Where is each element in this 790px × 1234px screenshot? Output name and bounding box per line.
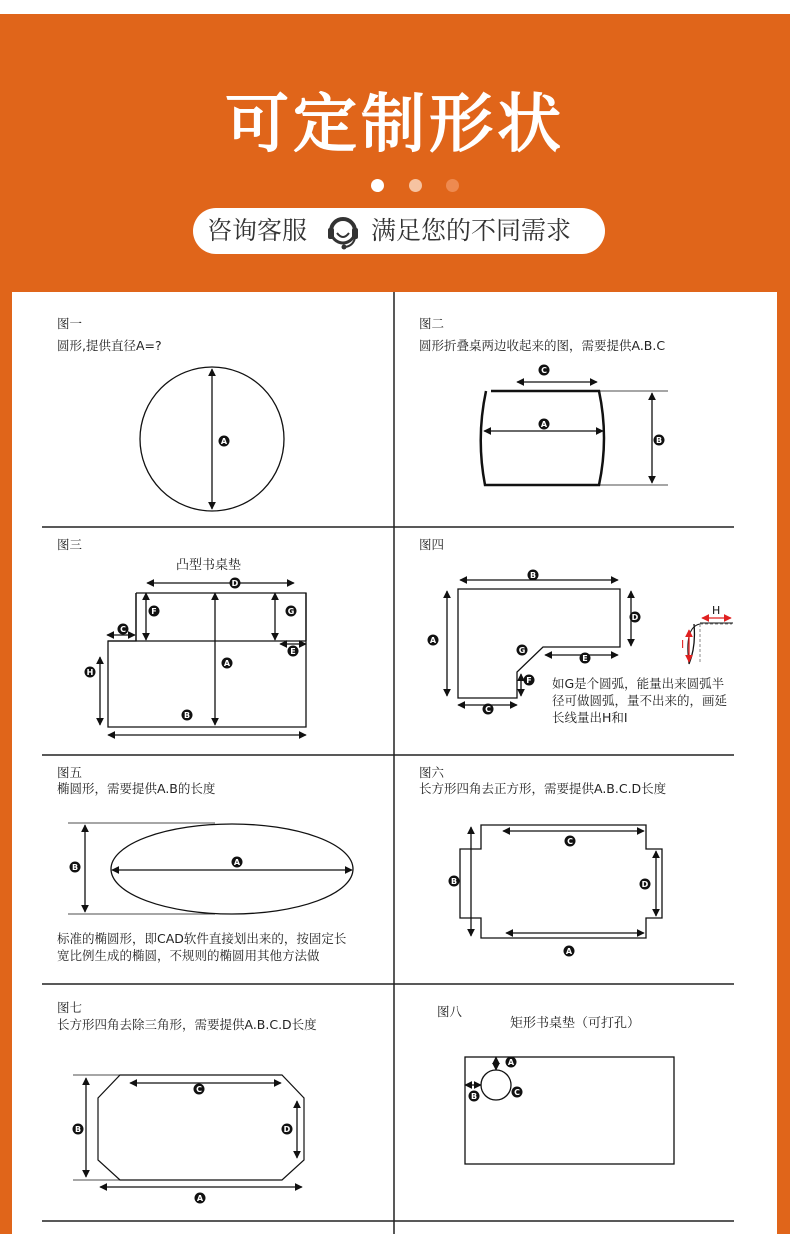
- carousel-dots: [0, 179, 790, 193]
- fig1-title: 图一: [57, 316, 83, 331]
- svg-text:B: B: [450, 877, 458, 886]
- fig1-desc: 圆形,提供直径A=?: [57, 338, 162, 353]
- label-f6-d: [640, 879, 651, 890]
- fig5-desc: 椭圆形，需要提供A.B的长度: [57, 781, 216, 796]
- svg-text:B: B: [470, 1092, 478, 1101]
- svg-text:D: D: [631, 613, 639, 622]
- carousel-dot: [409, 179, 422, 192]
- label-f3-b: [182, 710, 193, 721]
- label-f8-c: [512, 1087, 523, 1098]
- top-white-strip: [0, 0, 790, 14]
- svg-text:C: C: [541, 366, 547, 375]
- label-f7-d: [282, 1124, 293, 1135]
- headset-icon: [323, 211, 363, 253]
- fig5-note-1: 标准的椭圆形，即CAD软件直接划出来的，按固定长: [57, 931, 347, 946]
- fig4-note-1: 如G是个圆弧，能量出来圆弧半: [552, 676, 725, 691]
- label-f4-f: [524, 675, 535, 686]
- label-f3-e: [288, 646, 299, 657]
- svg-text:G: G: [518, 646, 526, 655]
- label-f8-b: [469, 1091, 480, 1102]
- label-f4-d: [630, 612, 641, 623]
- label-f6-a: [564, 946, 575, 957]
- svg-text:E: E: [290, 647, 296, 656]
- svg-text:C: C: [120, 625, 126, 634]
- customer-service-pill[interactable]: [193, 208, 605, 254]
- label-f3-d: [230, 578, 241, 589]
- fig3-title: 图三: [57, 537, 83, 552]
- svg-text:A: A: [233, 858, 241, 867]
- label-f4-i: I: [681, 638, 685, 651]
- svg-text:D: D: [283, 1125, 291, 1134]
- label-f1-a: [219, 436, 230, 447]
- label-f3-f: [149, 606, 160, 617]
- label-f2-c: [539, 365, 550, 376]
- label-f7-a: [195, 1193, 206, 1204]
- page-title: 可定制形状: [225, 88, 565, 162]
- svg-text:D: D: [231, 579, 239, 588]
- fig2-desc: 圆形折叠桌两边收起来的图，需要提供A.B.C: [419, 338, 666, 353]
- label-f3-h: [85, 667, 96, 678]
- shapes-panel: [12, 292, 777, 1234]
- label-f8-a: [506, 1057, 517, 1068]
- svg-text:D: D: [641, 880, 649, 889]
- svg-text:C: C: [196, 1085, 202, 1094]
- label-f7-c: [194, 1084, 205, 1095]
- svg-text:A: A: [196, 1194, 204, 1203]
- svg-text:B: B: [529, 571, 537, 580]
- svg-text:A: A: [565, 947, 573, 956]
- svg-text:B: B: [183, 711, 191, 720]
- svg-text:B: B: [655, 436, 663, 445]
- fig5-note-2: 宽比例生成的椭圆，不规则的椭圆用其他方法做: [57, 948, 320, 963]
- label-f5-a: [232, 857, 243, 868]
- svg-text:H: H: [86, 668, 94, 677]
- svg-text:A: A: [220, 437, 228, 446]
- svg-text:C: C: [514, 1088, 520, 1097]
- svg-text:A: A: [223, 659, 231, 668]
- svg-text:F: F: [526, 676, 532, 685]
- fig5-title: 图五: [57, 765, 83, 780]
- fig6-desc: 长方形四角去正方形，需要提供A.B.C.D长度: [419, 781, 667, 796]
- label-f6-c: [565, 836, 576, 847]
- fig6-title: 图六: [419, 765, 445, 780]
- label-f3-c: [118, 624, 129, 635]
- fig7-title: 图七: [57, 1000, 83, 1015]
- label-f4-e: [580, 653, 591, 664]
- label-f4-h: H: [712, 604, 721, 617]
- label-f4-a: [428, 635, 439, 646]
- svg-text:C: C: [567, 837, 573, 846]
- svg-text:B: B: [74, 1125, 82, 1134]
- label-f3-g: [286, 606, 297, 617]
- label-f4-b: [528, 570, 539, 581]
- fig8-title: 图八: [437, 1004, 463, 1019]
- svg-text:A: A: [429, 636, 437, 645]
- fig4-title: 图四: [419, 537, 445, 552]
- carousel-dot: [371, 179, 384, 192]
- label-f6-b: [449, 876, 460, 887]
- shapes-diagram: [12, 292, 777, 1234]
- fig4-note-3: 长线量出H和I: [552, 710, 628, 725]
- grid-lines: [42, 292, 734, 1234]
- svg-text:C: C: [485, 705, 491, 714]
- pill-left-text: 咨询客服: [207, 216, 308, 245]
- label-f2-b: [654, 435, 665, 446]
- label-f5-b: [70, 862, 81, 873]
- fig4-note-2: 径可做圆弧，量不出来的，画延: [552, 693, 728, 708]
- fig8-caption: 矩形书桌垫（可打孔）: [510, 1016, 641, 1031]
- svg-text:B: B: [71, 863, 79, 872]
- svg-text:G: G: [287, 607, 295, 616]
- fig3-caption: 凸型书桌垫: [176, 558, 242, 573]
- svg-text:A: A: [507, 1058, 515, 1067]
- svg-text:A: A: [540, 420, 548, 429]
- label-f4-c: [483, 704, 494, 715]
- svg-text:F: F: [151, 607, 157, 616]
- carousel-dot: [446, 179, 459, 192]
- label-f4-g: [517, 645, 528, 656]
- label-f3-a: [222, 658, 233, 669]
- label-f2-a: [539, 419, 550, 430]
- pill-right-text: 满足您的不同需求: [371, 216, 572, 245]
- svg-text:E: E: [582, 654, 588, 663]
- fig7-desc: 长方形四角去除三角形，需要提供A.B.C.D长度: [57, 1017, 317, 1032]
- label-f7-b: [73, 1124, 84, 1135]
- fig2-title: 图二: [419, 316, 445, 331]
